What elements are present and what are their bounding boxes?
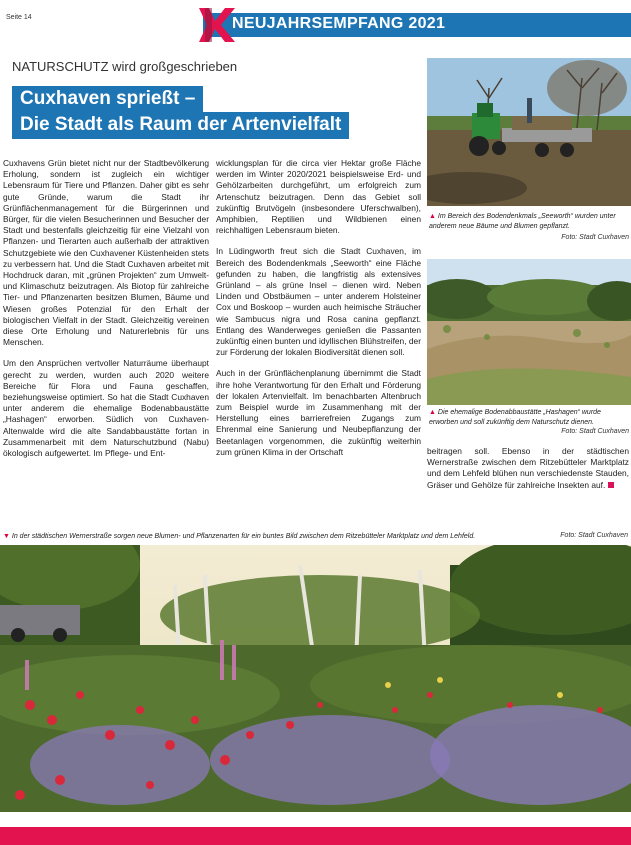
paragraph: In Lüdingworth freut sich die Stadt Cuxhaven, im Bereich des Bodendenkmals „Seeworth“ eine Fläche gefunden zu haben, die langfristig als extensives Grünland – als grüne Insel – dienen wird. Neben Linden und Obstbäumen – unter anderem Holsteiner Cox und Boskoop – wurden auch heimische Sträucher wie Sambucus nigra und Rosa canina gepflanzt. Entlang des Wanderweges genießen die Passanten zukünftig einen bunten und idyllischen Blühstreifen, der zur Förderung der lokalen Biodiversität dienen soll.	[216, 246, 421, 358]
k-logo-icon	[195, 5, 235, 43]
article-column-1	[3, 158, 209, 469]
photo-credit: Foto: Stadt Cuxhaven	[561, 234, 629, 241]
photo-caption: ▲ Im Bereich des Bodendenkmals „Seeworth“ wurden unter anderem neue Bäume und Blumen gepflanzt.	[429, 213, 616, 230]
section-title: NEUJAHRSEMPFANG 2021	[232, 15, 446, 32]
photo-caption: ▲ Die ehemalige Bodenabbaustätte „Hashagen“ wurde erworben und soll zukünftig dem Naturschutz dienen.	[429, 409, 601, 426]
headline-line-2: Die Stadt als Raum der Artenvielfalt	[12, 112, 349, 139]
photo-seeworth	[427, 58, 631, 206]
article-kicker: NATURSCHUTZ wird großgeschrieben	[12, 59, 238, 74]
photo-credit: Foto: Stadt Cuxhaven	[561, 428, 629, 435]
headline-line-1: Cuxhaven sprießt –	[12, 86, 203, 113]
end-mark	[608, 482, 614, 488]
paragraph: wicklungsplan für die circa vier Hektar große Fläche werden im Winter 2020/2021 beispielsweise Erd- und Gehölzarbeiten durchgeführt, um erfolgreich zum Artenschutz beizutragen. Denn das Gebiet soll zukünftig Brutvögeln (insbesondere Uferschwalben), Amphibien, Reptilien und Wildbienen einen reichhaltigen Lebensraum bieten.	[216, 158, 421, 236]
photo-caption: ▼ In der städtischen Wernerstraße sorgen neue Blumen- und Pflanzenarten für ein buntes Bild zwischen dem Ritzebütteler Marktplatz und dem Lehfeld.	[3, 533, 476, 540]
caption-triangle-icon: ▲	[429, 213, 436, 220]
photo-credit: Foto: Stadt Cuxhaven	[560, 532, 628, 539]
page-number: Seite 14	[6, 14, 32, 21]
caption-triangle-icon: ▲	[429, 409, 436, 416]
footer-bar	[0, 827, 631, 845]
article-column-3	[427, 446, 629, 501]
photo-hashagen	[427, 259, 631, 405]
paragraph: Cuxhavens Grün bietet nicht nur der Stadtbevölkerung Erholung, sondern ist zugleich ein wichtiger Lebensraum für Tiere und Pflanzen. Daher gibt es sehr gute Gründe, warum die Stadt ihr Grünflächenmanagement für die Bürgerinnen und Bürger, für die vielen Besucherinnen und Besucher der Stadt und bestenfalls gleichzeitig für eine Vielzahl von Pflanzen- und Tierarten auch außerhalb der attraktiven Schutzgebiete wie den Cuxhavener Küstenheiden stets zu verbessern hat. Und die Stadt Cuxhaven arbeitet mit Hochdruck daran, mit „grünen Projekten“ zum Umwelt- und Klimaschutz beizutragen. Als Biotop für zahlreiche Tier- und Pflanzenarten besitzen Blumen, Bäume und Wiesen großes Potenzial für den Erhalt der biologischen Vielfalt in der Stadt. Gleichzeitig vereinen diese Orte Erholung und Naturerlebnis für uns Menschen.	[3, 158, 209, 348]
caption-triangle-icon: ▼	[3, 533, 10, 540]
paragraph: Um den Ansprüchen vertvoller Naturräume überhaupt gerecht zu werden, wurden auch 2020 weitere Bereiche für Flora und Fauna geschaffen, beziehungsweise optimiert. So hat die Stadt Cuxhaven unter anderem die ehemalige Bodenabbaustätte „Hashagen“ erworben. Südlich von Cuxhaven-Altenwalde wird die alte Sandabbaustätte fortan in Zusammenarbeit mit dem Naturschutzbund (Nabu) ökologisch aufgewertet. Im Pflege- und Ent-	[3, 358, 209, 459]
paragraph: beitragen soll. Ebenso in der städtischen Wernerstraße zwischen dem Ritzebütteler Marktplatz und dem Lehfeld blühen nun verschiedenste Stauden, Gräser und Gehölze für zahlreiche Insekten auf.	[427, 446, 629, 490]
article-column-2	[216, 158, 421, 468]
photo-wernerstrasse	[0, 545, 631, 812]
paragraph: Auch in der Grünflächenplanung übernimmt die Stadt ihre hohe Verantwortung für den Erhalt und Förderung der lokalen Artenvielfalt. Im benachbarten Altenbruch zum Beispiel wurde im Zusammenhang mit der Herstellung eines barrierefreien Zugangs zum Ehrenmal eine Sanierung und Neubepflanzung der Beetanlagen vorgenommen, die zukünftig weiterhin zum grünen Klima in der Ortschaft	[216, 368, 421, 457]
